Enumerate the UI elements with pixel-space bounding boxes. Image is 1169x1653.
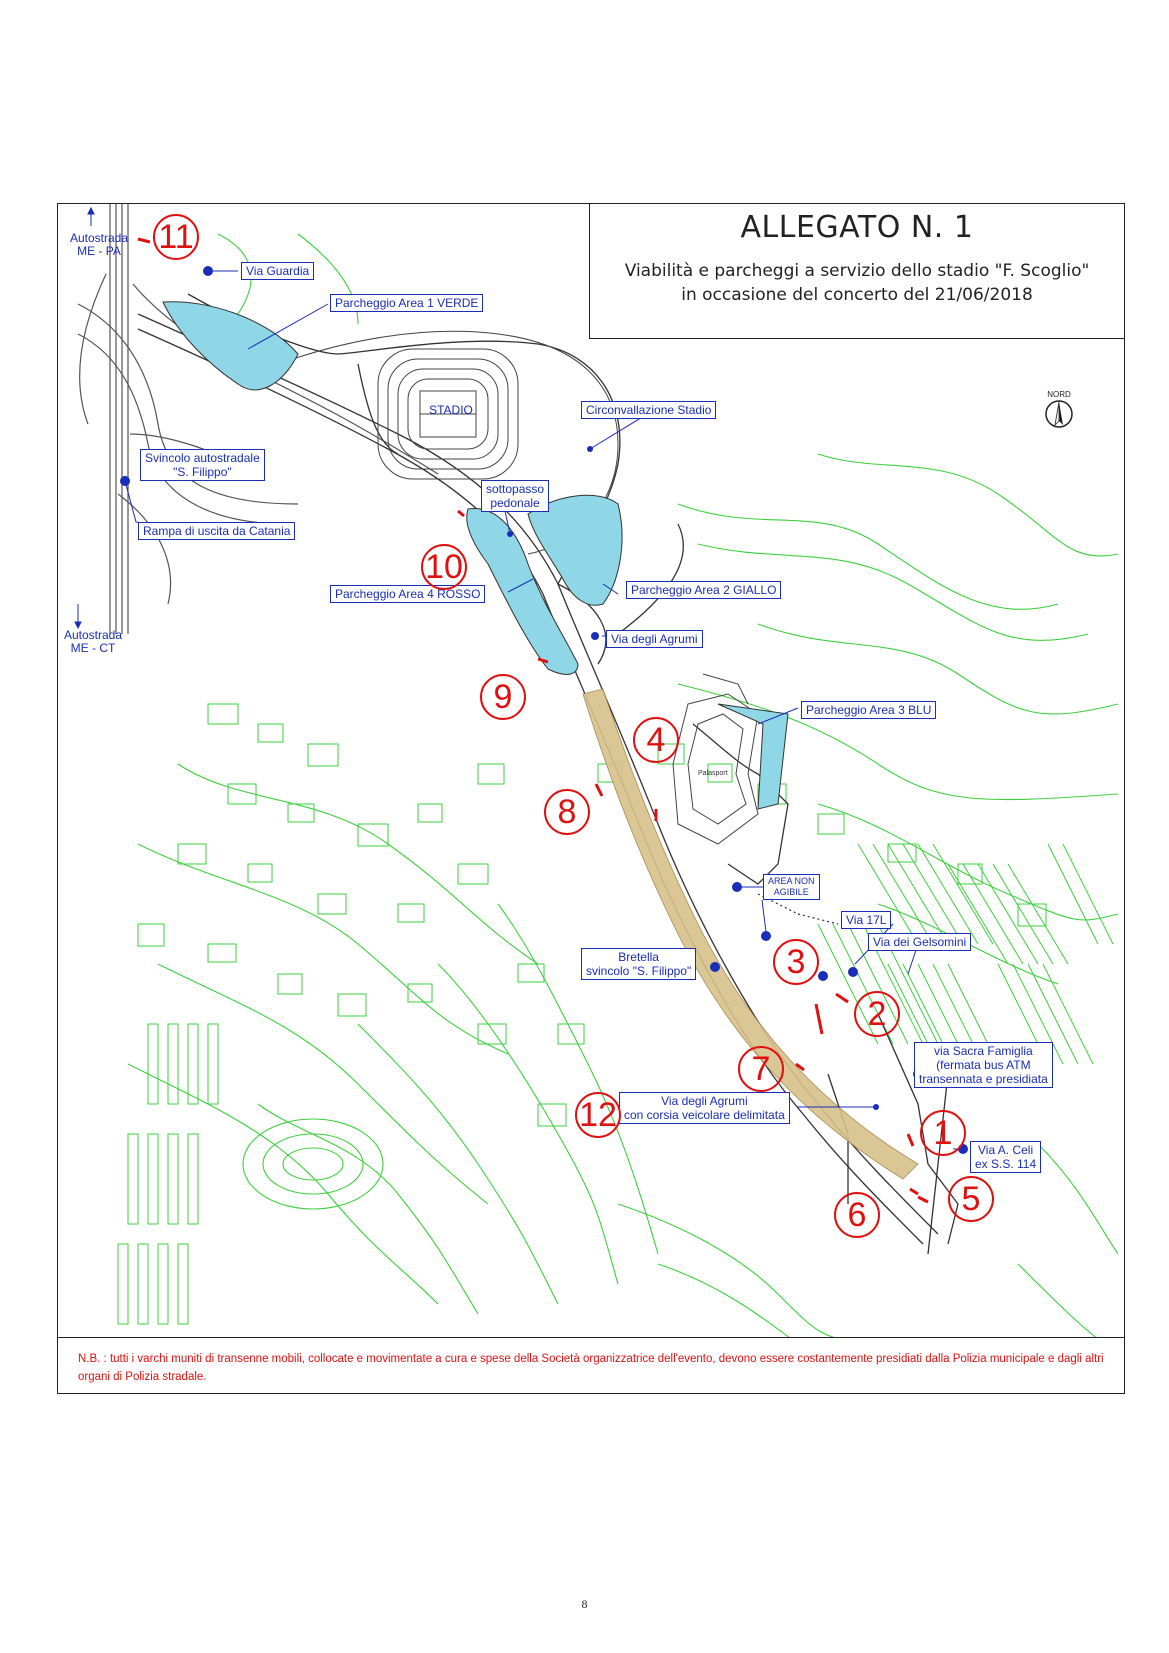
area-non-agibile-label	[763, 874, 820, 900]
palasport-drawing	[673, 674, 758, 844]
autostrada-ct-label	[58, 629, 128, 655]
via-dei-gelsomini-label: Via dei Gelsomini	[868, 933, 971, 951]
checkpoint-1: 1	[920, 1110, 966, 1156]
via-17l-label: Via 17L	[841, 911, 891, 929]
circonvallazione-stadio-label: Circonvallazione Stadio	[581, 401, 716, 419]
sacra-line-2: (fermata bus ATM	[936, 1058, 1031, 1072]
title-block	[589, 204, 1124, 339]
north-label: NORD	[1047, 390, 1071, 399]
title-subtitle	[590, 259, 1124, 307]
via-a-celi-label	[970, 1141, 1041, 1173]
checkpoint-3: 3	[773, 939, 819, 985]
bretella-line-1: Bretella	[618, 950, 659, 964]
parking-areas	[163, 302, 788, 809]
map-frame	[57, 203, 1125, 1394]
checkpoint-8: 8	[544, 789, 590, 835]
autostrada-pa-label	[64, 232, 134, 258]
north-arrow	[1041, 390, 1077, 434]
svincolo-s-filippo-label	[140, 449, 265, 481]
title-line-1: Viabilità e parcheggi a servizio dello stadio "F. Scoglio"	[624, 261, 1090, 281]
footer-note: N.B. : tutti i varchi muniti di transenne mobili, collocate e movimentate a cura e spese della Società organizzatrice dell'evento, devono essere costantemente presidiati dalla Polizia municipale e dagli altri organi di Polizia stradale.	[58, 1337, 1124, 1393]
via-degli-agrumi-label: Via degli Agrumi	[606, 630, 703, 648]
checkpoint-2: 2	[854, 991, 900, 1037]
agrumi-corsia-line-1: Via degli Agrumi	[661, 1094, 748, 1108]
north-arrow-icon	[1041, 399, 1077, 429]
svincolo-line-2: "S. Filippo"	[173, 465, 232, 479]
bretella-line-2: svincolo "S. Filippo"	[586, 964, 692, 978]
sottopasso-line-2: pedonale	[490, 496, 540, 510]
rampa-uscita-label: Rampa di uscita da Catania	[138, 522, 295, 540]
sacra-line-1: via Sacra Famiglia	[934, 1044, 1033, 1058]
title-line-2: in occasione del concerto del 21/06/2018	[681, 285, 1033, 305]
celi-line-1: Via A. Celi	[978, 1143, 1034, 1157]
parcheggio-area-3-label: Parcheggio Area 3 BLU	[801, 701, 936, 719]
area-non-agibile-line-1: AREA NON	[768, 876, 815, 886]
parcheggio-area-2-label: Parcheggio Area 2 GIALLO	[626, 581, 781, 599]
via-degli-agrumi-corsia-label	[619, 1092, 790, 1124]
title-main: ALLEGATO N. 1	[740, 210, 974, 245]
checkpoint-6: 6	[834, 1192, 880, 1238]
autostrada-pa-text: Autostrada ME - PA	[69, 231, 129, 258]
palasport-label: Palasport	[698, 770, 728, 777]
checkpoint-12: 12	[575, 1092, 621, 1138]
checkpoint-9: 9	[480, 674, 526, 720]
bretella-svincolo-label	[581, 948, 696, 980]
autostrada-arrows	[75, 208, 94, 628]
via-guardia-label: Via Guardia	[241, 262, 314, 280]
sottopasso-line-1: sottopasso	[486, 482, 545, 496]
checkpoint-10: 10	[421, 544, 467, 590]
parcheggio-area-4-label: Parcheggio Area 4 ROSSO	[330, 585, 485, 603]
celi-line-2: ex S.S. 114	[975, 1157, 1037, 1171]
sacra-line-3: transennata e presidiata	[919, 1072, 1048, 1086]
agrumi-corsia-line-2: con corsia veicolare delimitata	[624, 1108, 785, 1122]
area-non-agibile-line-2: AGIBILE	[773, 887, 809, 897]
autostrada-ct-text: Autostrada ME - CT	[63, 628, 123, 655]
checkpoint-7: 7	[738, 1046, 784, 1092]
page-number: 8	[581, 1597, 588, 1611]
stadio-label: STADIO	[429, 403, 473, 417]
svincolo-line-1: Svincolo autostradale	[145, 451, 260, 465]
checkpoint-4: 4	[633, 717, 679, 763]
parcheggio-area-1-label: Parcheggio Area 1 VERDE	[330, 294, 483, 312]
checkpoint-11: 11	[153, 214, 199, 260]
via-sacra-famiglia-label	[914, 1042, 1053, 1088]
checkpoint-5: 5	[948, 1176, 994, 1222]
sottopasso-pedonale-label	[481, 480, 549, 512]
